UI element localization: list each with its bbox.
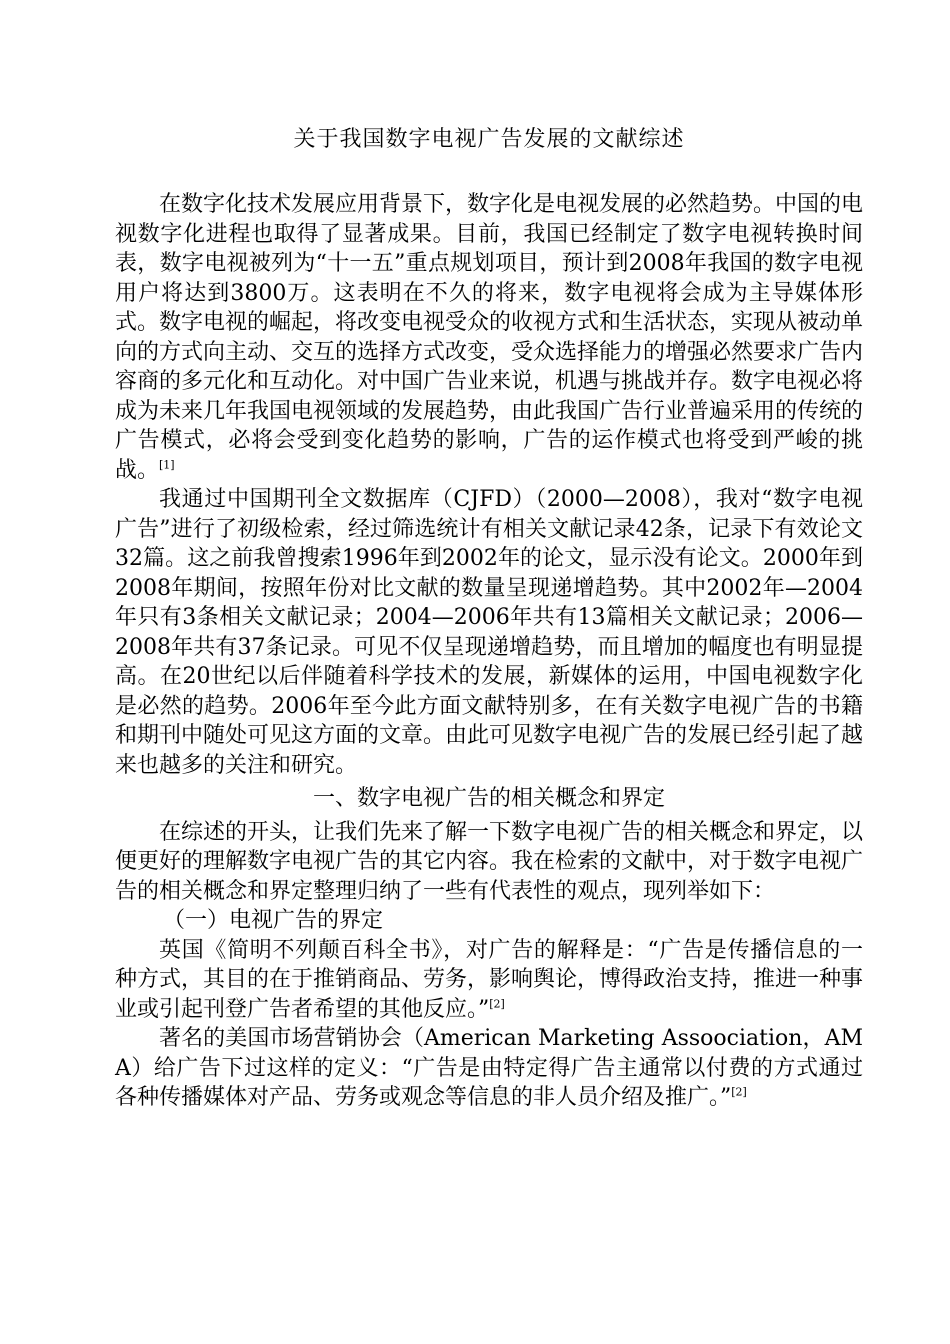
citation-marker: [2] — [489, 997, 505, 1011]
citation-marker: [2] — [731, 1085, 747, 1099]
paragraph-ama-text: 著名的美国市场营销协会（American Marketing Assoociation，AMA）给广告下过这样的定义：“广告是由特定得广告主通常以付费的方式通过各种传播媒体对产品、劳务或观念等信息的非人员介绍及推广。” — [115, 1026, 863, 1110]
document-page — [115, 118, 863, 1113]
paragraph-britannica-text: 英国《简明不列颠百科全书》，对广告的解释是：“广告是传播信息的一种方式，其目的在于推销商品、劳务，影响舆论，博得政治支持，推进一种事业或引起刊登广告者希望的其他反应。” — [115, 937, 864, 1022]
paragraph-britannica-definition — [115, 936, 863, 1025]
paragraph-literature-search-text: 我通过中国期刊全文数据库（CJFD）（2000—2008），我对“数字电视广告”进行了初级检索，经过筛选统计有相关文献记录42条，记录下有效论文32篇。这之前我曾搜索1996年到2002年的论文，显示没有论文。2000年到2008年期间，按照年份对比文献的数量呈现递增趋势。其中2002年—2004年只有3条相关文献记录；2004—2006年共有13篇相关文献记录；2006—2008年共有37条记录。可见不仅呈现递增趋势，而且增加的幅度也有明显提高。在20世纪以后伴随着科学技术的发展，新媒体的运用，中国电视数字化是必然的趋势。2006年至今此方面文献特别多，在有关数字电视广告的书籍和期刊中随处可见这方面的文章。由此可见数字电视广告的发展已经引起了越来也越多的关注和研究。 — [115, 487, 864, 778]
paragraph-literature-search — [115, 485, 863, 780]
paragraph-intro — [115, 190, 863, 485]
document-title: 关于我国数字电视广告发展的文献综述 — [293, 127, 685, 152]
paragraph-section-intro-text: 在综述的开头，让我们先来了解一下数字电视广告的相关概念和界定，以便更好的理解数字电视广告的其它内容。我在检索的文献中，对于数字电视广告的相关概念和界定整理归纳了一些有代表性的观点，现列举如下： — [115, 819, 864, 904]
paragraph-section-intro — [115, 818, 863, 907]
paragraph-intro-text: 在数字化技术发展应用背景下，数字化是电视发展的必然趋势。中国的电视数字化进程也取得了显著成果。目前，我国已经制定了数字电视转换时间表，数字电视被列为“十一五”重点规划项目，预计到2008年我国的数字电视用户将达到3800万。这表明在不久的将来，数字电视将会成为主导媒体形式。数字电视的崛起，将改变电视受众的收视方式和生活状态，实现从被动单向的方式向主动、交互的选择方式改变，受众选择能力的增强必然要求广告内容商的多元化和互动化。对中国广告业来说，机遇与挑战并存。数字电视必将成为未来几年我国电视领域的发展趋势，由此我国广告行业普遍采用的传统的广告模式，必将会受到变化趋势的影响，广告的运作模式也将受到严峻的挑战。 — [115, 192, 864, 483]
citation-marker: [1] — [159, 458, 175, 472]
paragraph-ama-definition — [115, 1024, 863, 1113]
subsection-heading: （一）电视广告的界定 — [163, 908, 384, 933]
section-heading: 一、数字电视广告的相关概念和界定 — [312, 786, 665, 811]
